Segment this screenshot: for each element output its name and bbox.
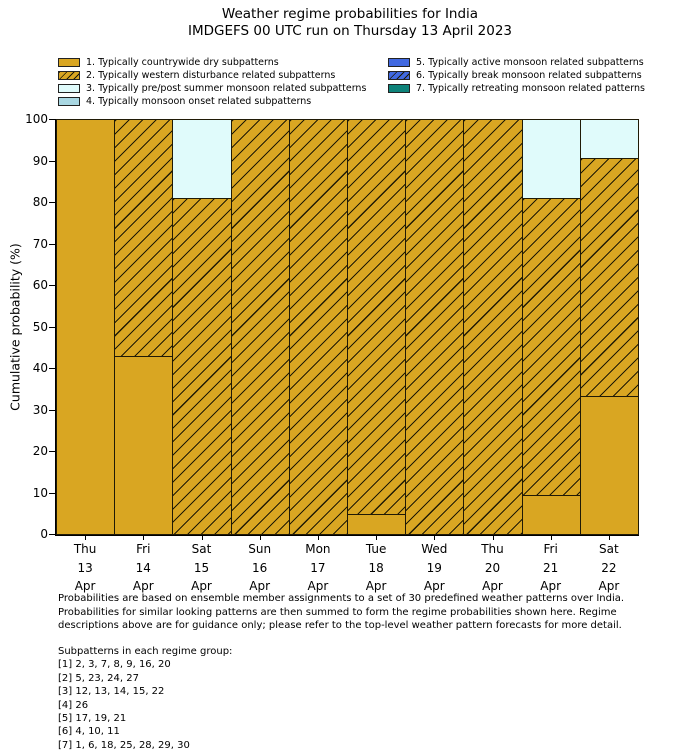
y-tick-mark (49, 534, 55, 535)
footnote-line: Probabilities are based on ensemble member assignments to a set of 30 predefined weather patterns over India. (58, 593, 625, 604)
x-tick-label-line: Apr (307, 579, 329, 593)
legend-label: 7. Typically retreating monsoon related patterns (416, 83, 645, 94)
y-tick-mark (49, 410, 55, 411)
y-tick-mark (49, 327, 55, 328)
subpattern-line: [6] 4, 10, 11 (58, 726, 120, 738)
x-tick-label-line: Apr (191, 579, 212, 593)
x-tick-label-line: 19 (426, 560, 442, 575)
legend-item (388, 82, 645, 95)
bar-segment (114, 356, 173, 535)
bar-segment (580, 396, 639, 535)
bar-segment (522, 198, 581, 496)
x-tick-label-line: 16 (252, 560, 268, 575)
x-tick-label-line: Fri (543, 542, 558, 556)
x-tick-label-line: Sun (248, 542, 272, 556)
x-tick-label (55, 540, 115, 596)
footnote-line: Probabilities for similar looking patterns are then summed to form the regime probabilities shown here. Regime (58, 606, 617, 618)
subpatterns-header: Subpatterns in each regime group: (58, 646, 233, 657)
bar-segment (56, 119, 115, 535)
bar-segment (289, 119, 348, 535)
subpatterns-list (58, 658, 232, 752)
x-tick-label-line: Thu (73, 542, 97, 556)
legend-item (58, 95, 366, 108)
x-tick-label-line: Wed (421, 542, 448, 556)
subpattern-line: [4] 26 (58, 699, 89, 711)
bar-segment (114, 119, 173, 357)
legend-label: 2. Typically western disturbance related subpatterns (86, 70, 336, 81)
legend-column (388, 56, 645, 95)
x-tick-label (172, 540, 232, 596)
chart-subtitle: IMDGEFS 00 UTC run on Thursday 13 April 2023 (187, 23, 513, 39)
y-tick-label: 50 (32, 319, 48, 334)
legend-label: 5. Typically active monsoon related subpatterns (416, 57, 644, 68)
bar-segment (580, 119, 639, 159)
x-tick-label-line: Thu (481, 542, 504, 556)
x-tick-label-line: Apr (540, 579, 562, 593)
bar-segment (463, 119, 522, 535)
bar-segment (172, 198, 231, 535)
y-tick-mark (49, 202, 55, 203)
subpattern-line: [7] 1, 6, 18, 25, 28, 29, 30 (58, 739, 190, 751)
legend-item (388, 69, 645, 82)
legend-column (58, 56, 366, 108)
x-tick-label (521, 540, 581, 596)
y-axis-label: Cumulative probability (%) (7, 243, 23, 411)
x-tick-label-line: Apr (132, 579, 154, 593)
y-tick-mark (49, 161, 55, 162)
x-tick-label-line: 15 (193, 560, 210, 575)
legend-swatch (388, 71, 410, 80)
y-tick-label: 40 (32, 361, 48, 375)
bar-segment (172, 119, 231, 199)
x-tick-label-line: Apr (598, 579, 620, 593)
x-tick-label (463, 540, 523, 596)
legend-swatch (58, 58, 80, 67)
y-tick-label: 80 (32, 195, 48, 209)
y-tick-mark (49, 244, 55, 245)
legend-swatch (388, 58, 410, 67)
y-tick-label: 60 (32, 278, 48, 292)
y-tick-label: 0 (40, 527, 48, 541)
x-tick-label (113, 540, 173, 596)
legend-item (388, 56, 645, 69)
x-tick-label-line: Apr (423, 579, 445, 593)
footnote-line: descriptions above are for guidance only; please refer to the top-level weather pattern forecasts for more detail. (58, 620, 622, 631)
bar-segment (580, 158, 639, 396)
footnote (58, 592, 624, 633)
subpatterns-block (58, 645, 232, 752)
y-tick-label: 100 (25, 112, 48, 126)
legend-label: 1. Typically countrywide dry subpatterns (86, 57, 279, 68)
subpattern-line: [3] 12, 13, 14, 15, 22 (58, 686, 165, 698)
legend-item (58, 69, 366, 82)
x-tick-label (579, 540, 639, 596)
x-tick-label-line: 18 (368, 560, 384, 575)
x-tick-label (230, 540, 290, 596)
y-tick-label: 20 (32, 444, 48, 458)
legend-swatch (58, 84, 80, 93)
x-tick-label-line: Tue (365, 542, 387, 556)
bar-segment (405, 119, 464, 535)
x-tick-label-line: 21 (543, 560, 559, 575)
x-tick-label (404, 540, 464, 596)
x-tick-label-line: Apr (365, 579, 387, 593)
y-tick-label: 90 (32, 153, 48, 168)
x-tick-label-line: 14 (135, 560, 151, 575)
x-tick-label-line: 20 (484, 560, 501, 575)
y-tick-mark (49, 451, 55, 452)
legend-label: 3. Typically pre/post summer monsoon related subpatterns (86, 83, 367, 94)
y-tick-mark (49, 493, 55, 494)
x-tick-label-line: Sat (599, 542, 619, 556)
x-tick-label (288, 540, 348, 596)
bar-segment (347, 514, 406, 535)
legend-swatch (388, 84, 410, 93)
x-tick-label-line: Apr (249, 579, 271, 593)
legend-item (58, 56, 366, 69)
legend-swatch (58, 71, 80, 80)
bar-segment (522, 119, 581, 199)
x-tick-label-line: Apr (74, 579, 96, 593)
y-tick-label: 10 (32, 485, 48, 500)
legend-item (58, 82, 366, 95)
chart-title: Weather regime probabilities for India (221, 6, 479, 22)
y-tick-label: 70 (32, 236, 48, 251)
x-tick-label-line: Mon (305, 542, 331, 556)
x-tick-label-line: Sat (191, 542, 212, 556)
y-tick-label: 30 (32, 402, 48, 417)
subpattern-line: [2] 5, 23, 24, 27 (58, 672, 139, 684)
subpattern-line: [5] 17, 19, 21 (58, 713, 127, 725)
legend-swatch (58, 97, 80, 106)
y-tick-mark (49, 285, 55, 286)
x-tick-label-line: 22 (601, 560, 617, 575)
subpattern-line: [1] 2, 3, 7, 8, 9, 16, 20 (58, 659, 171, 671)
bar-segment (231, 119, 290, 535)
y-tick-mark (49, 119, 55, 120)
bar-segment (347, 119, 406, 515)
legend-label: 4. Typically monsoon onset related subpatterns (86, 96, 312, 107)
plot-area (55, 119, 639, 536)
x-tick-label-line: Apr (482, 579, 503, 593)
x-tick-label (346, 540, 406, 596)
y-tick-mark (49, 368, 55, 369)
x-tick-label-line: 13 (77, 560, 93, 575)
x-tick-label-line: Fri (136, 542, 151, 556)
legend-label: 6. Typically break monsoon related subpatterns (416, 70, 642, 81)
x-tick-label-line: 17 (310, 560, 326, 575)
bar-segment (522, 495, 581, 535)
